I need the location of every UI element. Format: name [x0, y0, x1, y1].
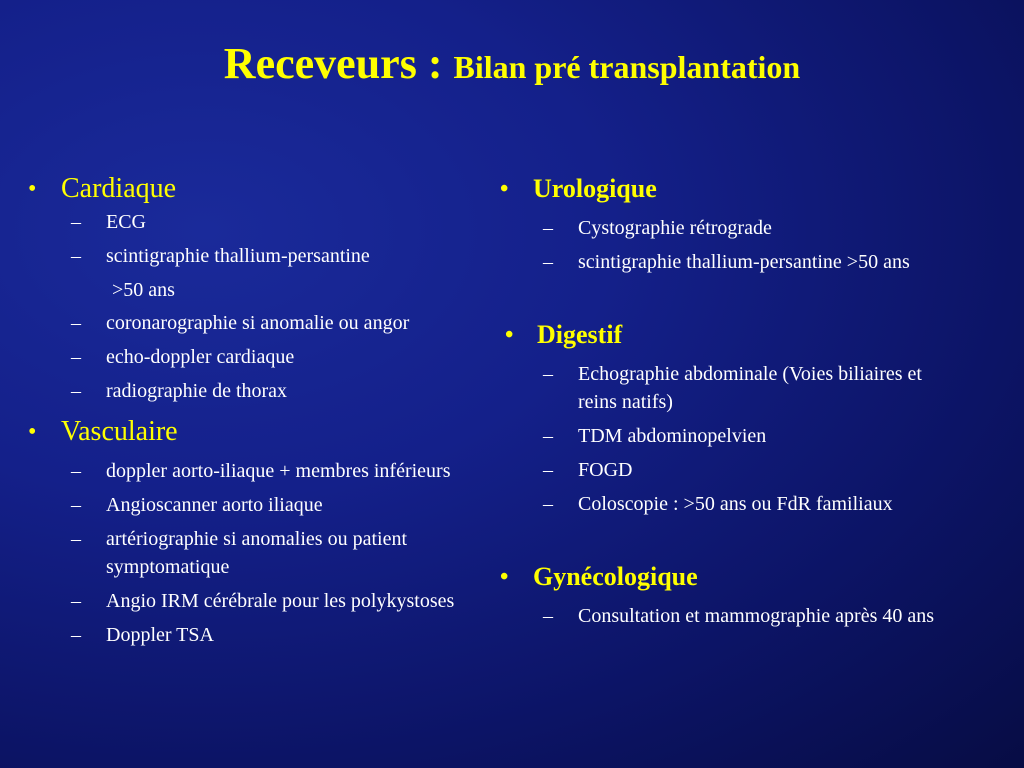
list-item: – Doppler TSA: [28, 621, 508, 649]
list-item: – artériographie si anomalies ou patient symptomatique: [28, 525, 506, 581]
dash-icon: –: [543, 363, 553, 385]
list-item: – scintigraphie thallium-persantine >50 ans: [500, 248, 978, 276]
section-urologique: [500, 170, 1005, 208]
section-cardiaque: [28, 170, 508, 208]
slide-title: [0, 38, 1024, 89]
dash-icon: –: [543, 217, 553, 239]
dash-icon: –: [71, 211, 81, 233]
section-label: Gynécologique: [533, 562, 698, 591]
dash-icon: –: [71, 624, 81, 646]
list-item: – Angio IRM cérébrale pour les polykystoses: [28, 587, 456, 615]
section-label: Cardiaque: [61, 173, 177, 204]
list-item: – TDM abdominopelvien: [500, 422, 1005, 450]
dash-icon: –: [71, 346, 81, 368]
dash-icon: –: [71, 245, 81, 267]
cardiaque-list: [28, 208, 508, 411]
title-main: Receveurs :: [223, 39, 454, 88]
dash-icon: –: [71, 494, 81, 516]
list-item: – Echographie abdominale (Voies biliaires et reins natifs): [500, 360, 938, 416]
dash-icon: –: [543, 493, 553, 515]
bullet-icon: •: [500, 564, 509, 590]
list-item: – Cystographie rétrograde: [500, 214, 1005, 242]
dash-icon: –: [543, 425, 553, 447]
section-label: Vasculaire: [61, 416, 178, 447]
list-item: – echo-doppler cardiaque: [28, 343, 508, 377]
list-item: – Angioscanner aorto iliaque: [28, 491, 508, 519]
dash-icon: –: [71, 528, 81, 550]
section-label: Digestif: [537, 320, 623, 349]
dash-icon: –: [71, 380, 81, 402]
urologique-list: [500, 214, 1005, 276]
list-item-continuation: >50 ans: [112, 279, 175, 301]
list-item: – Coloscopie : >50 ans ou FdR familiaux: [500, 490, 1005, 518]
dash-icon: –: [543, 251, 553, 273]
gynecologique-list: [500, 602, 1005, 630]
list-item: – scintigraphie thallium-persantine: [28, 242, 508, 276]
right-column: [500, 170, 1005, 630]
list-item: – ECG: [28, 208, 508, 242]
dash-icon: –: [543, 459, 553, 481]
list-item: – Consultation et mammographie après 40 ans: [500, 602, 968, 630]
dash-icon: –: [71, 590, 81, 612]
title-subtitle: Bilan pré transplantation: [453, 49, 801, 85]
digestif-list: [500, 360, 1005, 518]
left-column: [28, 170, 508, 649]
bullet-icon: •: [28, 176, 37, 202]
list-item: – FOGD: [500, 456, 1005, 484]
section-gynecologique: [500, 558, 1005, 596]
vasculaire-list: [28, 457, 508, 649]
dash-icon: –: [71, 460, 81, 482]
section-digestif: [500, 316, 1005, 354]
bullet-icon: •: [500, 176, 509, 202]
list-item: – radiographie de thorax: [28, 377, 508, 411]
list-item: – coronarographie si anomalie ou angor: [28, 309, 508, 343]
bullet-icon: •: [28, 419, 37, 445]
list-item: – doppler aorto-iliaque + membres inférieurs: [28, 457, 476, 485]
section-vasculaire: [28, 413, 508, 451]
bullet-icon: •: [505, 322, 514, 348]
section-label: Urologique: [533, 174, 657, 203]
dash-icon: –: [71, 312, 81, 334]
dash-icon: –: [543, 605, 553, 627]
